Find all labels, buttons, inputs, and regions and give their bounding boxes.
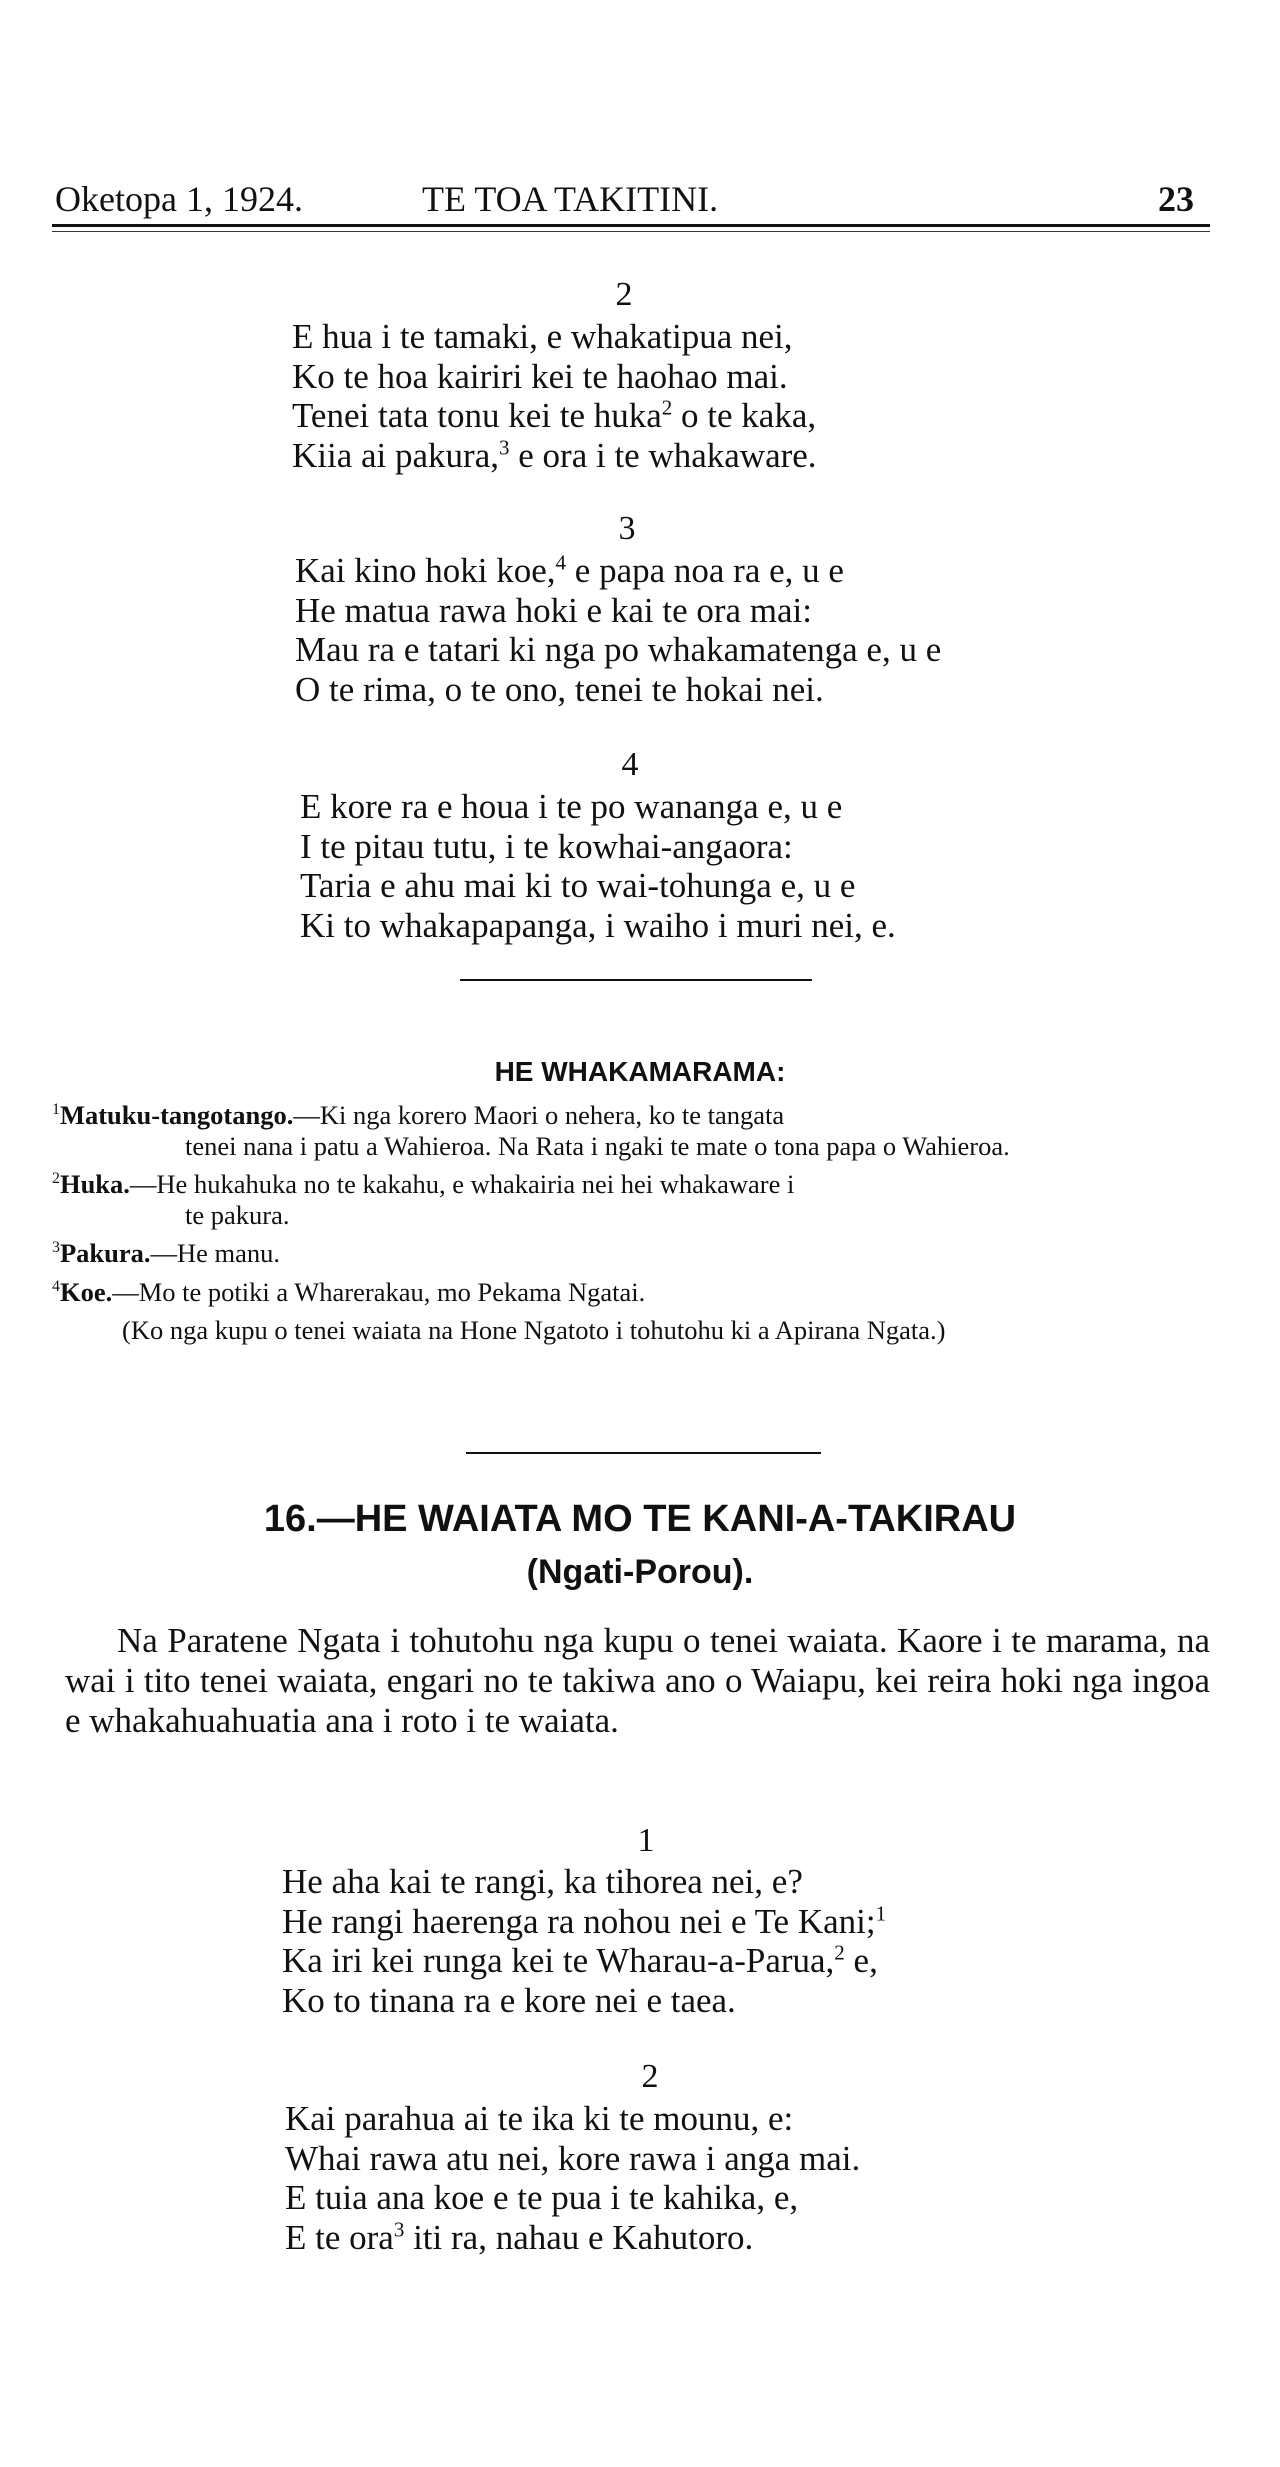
footnote: $^4$Koe.—Mo te potiki a Wharerakau, mo Pekama Ngatai. — [52, 1276, 646, 1307]
footnote: $^1$Matuku-tangotango.—Ki nga korero Maori o nehera, ko te tangata tenei nana i patu a Wahieroa. Na Rata i ngaki te mate o tona papa o Wahieroa. — [52, 1100, 1010, 1161]
verse-line: He aha kai te rangi, ka tihorea nei, e? — [282, 1862, 803, 1901]
stanza-number: 4 — [621, 746, 639, 783]
divider — [466, 1452, 821, 1454]
divider — [460, 979, 812, 981]
verse-line: He matua rawa hoki e kai te ora mai: — [295, 590, 813, 630]
stanza — [285, 2099, 860, 2257]
verse-line: Kai parahua ai te ika ki te mounu, e: — [285, 2099, 794, 2138]
header-rule — [52, 224, 1210, 227]
issue-date: Oketopa 1, 1924. — [55, 179, 303, 219]
stanza-number: 2 — [615, 276, 633, 313]
stanza — [300, 787, 896, 945]
verse-line: Taria e ahu mai ki to wai-tohunga e, u e — [300, 866, 856, 905]
verse-line: Kiia ai pakura,$^3$ e ora i te whakaware. — [292, 434, 817, 475]
footnote: $^3$Pakura.—He manu. — [52, 1238, 281, 1268]
verse-line: Ko te hoa kairiri kei te haohao mai. — [292, 356, 788, 396]
verse-line: O te rima, o te ono, tenei te hokai nei. — [295, 669, 824, 709]
section-title: 16.—HE WAIATA MO TE KANI-A-TAKIRAU — [263, 1498, 1017, 1540]
verse-line: Ko to tinana ra e kore nei e taea. — [282, 1980, 736, 2020]
verse-line: Mau ra e tatari ki nga po whakamatenga e, u e — [295, 630, 942, 669]
verse-line: E kore ra e houa i te po wananga e, u e — [300, 787, 843, 826]
journal-title: TE TOA TAKITINI. — [422, 179, 719, 219]
stanza — [295, 551, 941, 709]
verse-line: He rangi haerenga ra nohou nei e Te Kani;$^1$ — [282, 1900, 887, 1941]
footnotes — [52, 1100, 1222, 1354]
stanza-number: 2 — [641, 2058, 659, 2095]
verse-line: I te pitau tutu, i te kowhai-angaora: — [300, 826, 793, 866]
header-rule-thin — [52, 231, 1210, 232]
section-subtitle: (Ngati-Porou). — [526, 1553, 754, 1591]
verse-line: Whai rawa atu nei, kore rawa i anga mai. — [285, 2138, 861, 2178]
verse-line: E tuia ana koe e te pua i te kahika, e, — [285, 2178, 799, 2217]
verse-line: E hua i te tamaki, e whakatipua nei, — [292, 317, 793, 356]
stanza-number: 1 — [637, 1822, 655, 1859]
notes-heading: HE WHAKAMARAMA: — [494, 1056, 786, 1087]
stanza — [292, 317, 817, 475]
verse-line: Ka iri kei runga kei te Wharau-a-Parua,$^2$ e, — [282, 1940, 878, 1980]
verse-line: Ki to whakapapanga, i waiho i muri nei, e. — [300, 905, 896, 945]
page-number: 23 — [1158, 179, 1194, 219]
footnote: $^2$Huka.—He hukahuka no te kakahu, e whakairia nei hei whakaware i te pakura. — [52, 1169, 795, 1230]
stanza — [282, 1862, 886, 2020]
verse-line: Tenei tata tonu kei te huka$^2$ o te kaka, — [292, 395, 817, 435]
verse-line: E te ora$^3$ iti ra, nahau e Kahutoro. — [285, 2216, 754, 2257]
intro-paragraph: Na Paratene Ngata i tohutohu nga kupu o tenei waiata. Kaore i te marama, na wai i tito tenei waiata, engari no te takiwa ano o Waiapu, kei reira hoki nga ingoa e whakahuahuatia ana i roto i te waiata. — [65, 1621, 1210, 1740]
stanza-number: 3 — [618, 510, 636, 547]
verse-line: Kai kino hoki koe,$^4$ e papa noa ra e, u e — [295, 550, 844, 590]
credit-note: (Ko nga kupu o tenei waiata na Hone Ngatoto i tohutohu ki a Apirana Ngata.) — [122, 1315, 946, 1345]
